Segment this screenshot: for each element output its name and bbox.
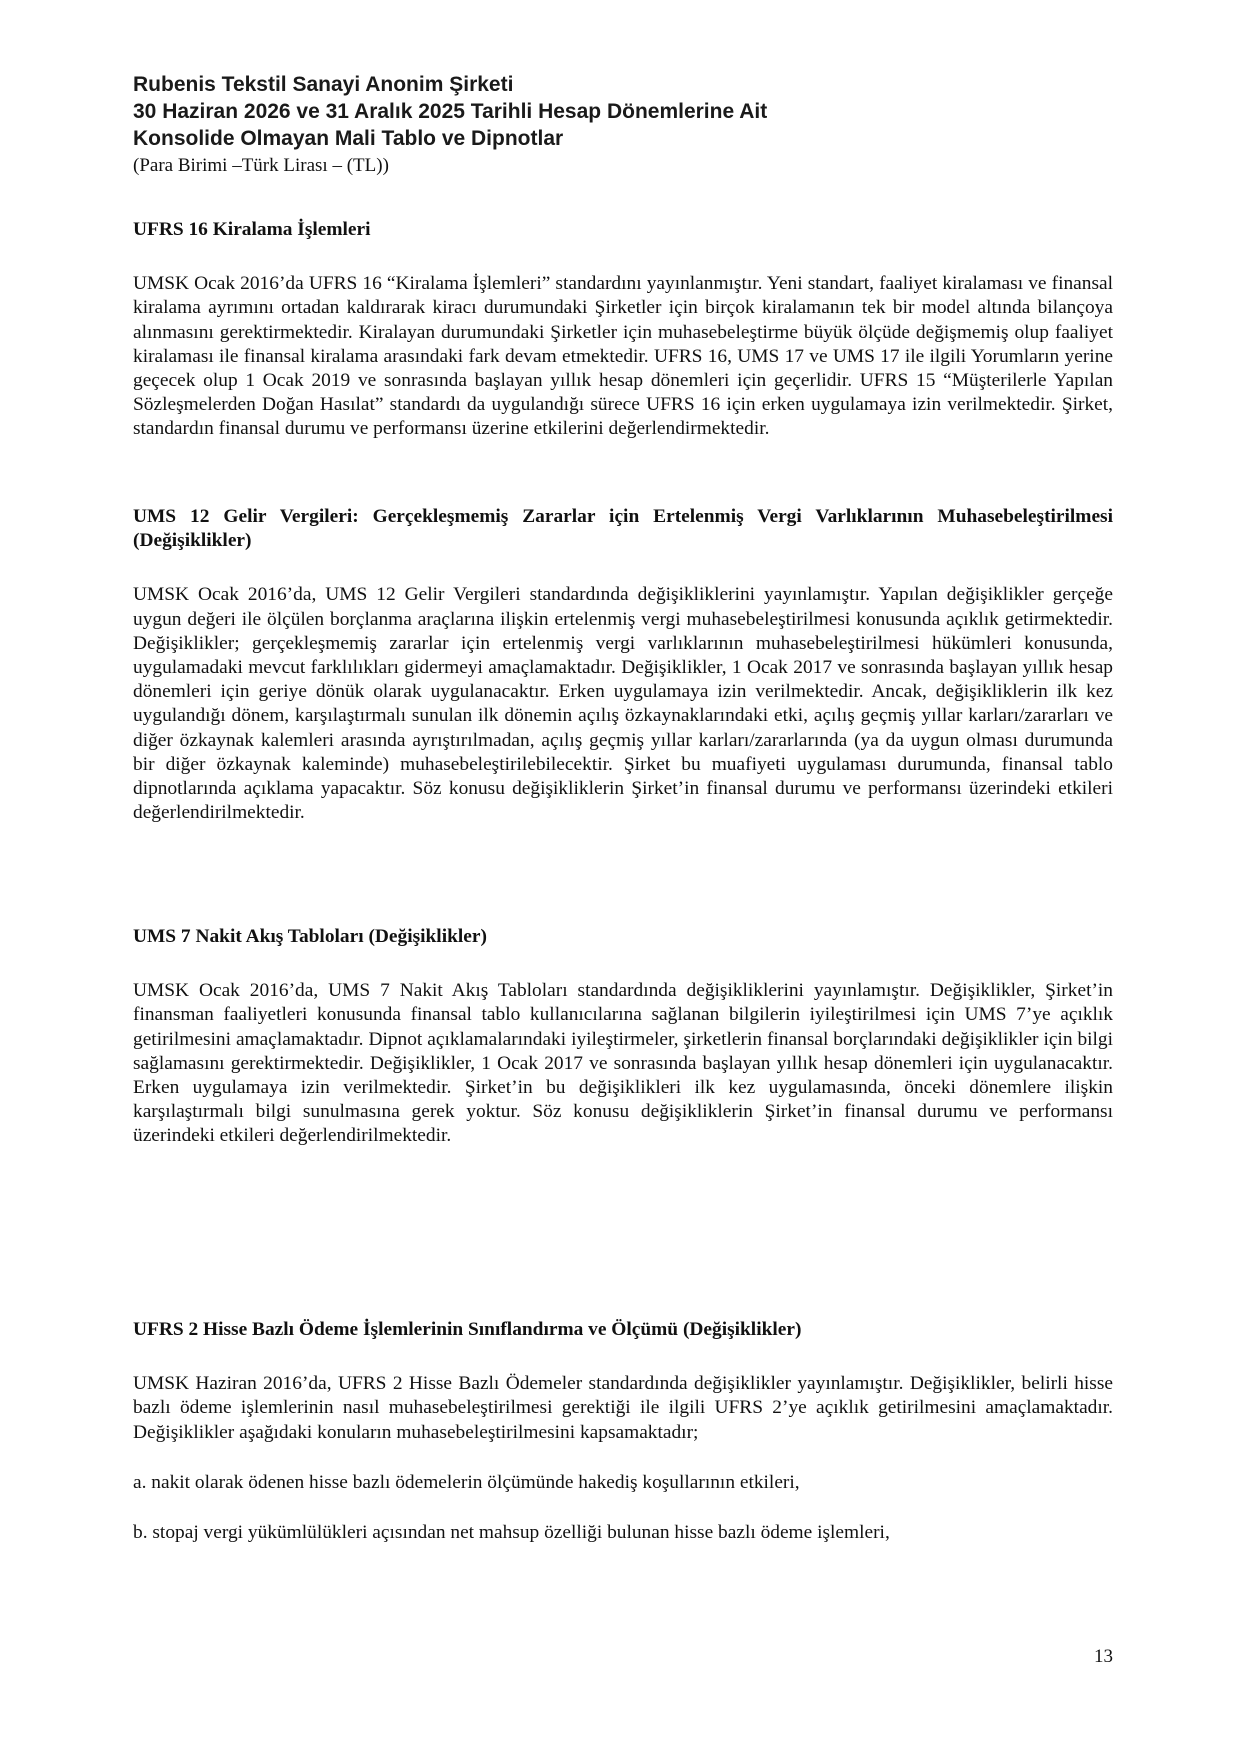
page-number: 13 [1094, 1646, 1113, 1667]
section-paragraph: UMSK Ocak 2016’da UFRS 16 “Kiralama İşlemleri” standardını yayınlanmıştır. Yeni standart, faaliyet kiralaması ve finansal kiralama ayrımını ortadan kaldırarak kiracı durumundaki Şirketler için birçok kiralamanın tek bir model altında bilançoya alınmasını gerektirmektedir. Kiralayan durumundaki Şirketler için muhasebeleştirme büyük ölçüde değişmemiş olup faaliyet kiralaması ile finansal kiralama arasındaki fark devam etmektedir. UFRS 16, UMS 17 ve UMS 17 ile ilgili Yorumların yerine geçecek olup 1 Ocak 2019 ve sonrasında başlayan yıllık hesap dönemleri için geçerlidir. UFRS 15 “Müşterilerle Yapılan Sözleşmelerden Doğan Hasılat” standardı da uygulandığı sürece UFRS 16 için erken uygulamaya izin verilmektedir. Şirket, standardın finansal durumu ve performansı üzerine etkilerini değerlendirmektedir. [133, 273, 1113, 440]
section-ums7 [133, 925, 1113, 1149]
list-item: a. nakit olarak ödenen hisse bazlı ödemelerin ölçümünde hakediş koşullarının etkileri, [133, 1471, 800, 1493]
statement-title: Konsolide Olmayan Mali Tablo ve Dipnotlar [133, 127, 564, 150]
section-title: UMS 12 Gelir Vergileri: Gerçekleşmemiş Zararlar için Ertelenmiş Vergi Varlıklarının Muhasebeleştirilmesi (Değişiklikler) [133, 506, 1113, 552]
section-title: UFRS 2 Hisse Bazlı Ödeme İşlemlerinin Sınıflandırma ve Ölçümü (Değişiklikler) [133, 1319, 802, 1340]
currency-note: (Para Birimi –Türk Lirası – (TL)) [133, 155, 389, 176]
section-paragraph: UMSK Ocak 2016’da, UMS 12 Gelir Vergileri standardında değişikliklerini yayınlamıştır. Yapılan değişiklikler gerçeğe uygun değeri ile ölçülen borçlanma araçlarına ilişkin ertelenmiş vergi muhasebeleştirilmesi konusunda açıklık getirmektedir. Değişiklikler; gerçekleşmemiş zararlar için ertelenmiş vergi varlıklarının muhasebeleştirilmesi hükümleri konusunda, uygulamadaki mevcut farklılıkları gidermeyi amaçlamaktadır. Değişiklikler, 1 Ocak 2017 ve sonrasında başlayan yıllık hesap dönemleri için geriye dönük olarak uygulanacaktır. Erken uygulamaya izin verilmektedir. Ancak, değişikliklerin ilk kez uygulandığı dönem, karşılaştırmalı sunulan ilk dönemin açılış özkaynaklarındaki etki, açılış geçmiş yıllar karları/zararları ve diğer özkaynak kalemleri arasında ayrıştırılmadan, açılış geçmiş yıllar karları/zararlarında (ya da uygun olması durumunda bir diğer özkaynak kaleminde) muhasebeleştirilebilecektir. Şirket bu muafiyeti uygulaması durumunda, finansal tablo dipnotlarında açıklama yapacaktır. Söz konusu değişikliklerin Şirket’in finansal durumu ve performansı üzerindeki etkileri değerlendirilmektedir. [133, 584, 1113, 824]
section-title: UFRS 16 Kiralama İşlemleri [133, 219, 371, 240]
period-line: 30 Haziran 2026 ve 31 Aralık 2025 Tarihli Hesap Dönemlerine Ait [133, 100, 768, 123]
company-name: Rubenis Tekstil Sanayi Anonim Şirketi [133, 73, 514, 96]
section-ufrs16 [133, 218, 1113, 442]
list-item: b. stopaj vergi yükümlülükleri açısından net mahsup özelliği bulunan hisse bazlı ödeme işlemleri, [133, 1522, 890, 1544]
section-ums12 [133, 505, 1113, 825]
section-paragraph: UMSK Haziran 2016’da, UFRS 2 Hisse Bazlı Ödemeler standardında değişiklikler yayınlamıştır. Değişiklikler, belirli hisse bazlı ödeme işlemlerinin nasıl muhasebeleştirilmesi gerektiği ile ilgili UFRS 2’ye açıklık getirilmesini amaçlamaktadır. Değişiklikler aşağıdaki konuların muhasebeleştirilmesini kapsamaktadır; [133, 1373, 1113, 1443]
page-header [133, 71, 1113, 178]
section-title: UMS 7 Nakit Akış Tabloları (Değişiklikler) [133, 926, 487, 947]
section-ufrs2 [133, 1318, 1113, 1545]
section-paragraph: UMSK Ocak 2016’da, UMS 7 Nakit Akış Tabloları standardında değişikliklerini yayınlamıştır. Değişiklikler, Şirket’in finansman faaliyetleri konusunda finansal tablo kullanıcılarına sağlanan bilgilerin iyileştirilmesi için UMS 7’ye açıklık getirilmesini amaçlamaktadır. Dipnot açıklamalarındaki iyileştirmeler, şirketlerin finansal borçlarındaki değişiklikler için bilgi sağlamasını gerektirmektedir. Değişiklikler, 1 Ocak 2017 ve sonrasında başlayan yıllık hesap dönemleri için uygulanacaktır. Erken uygulamaya izin verilmektedir. Şirket’in bu değişiklikleri ilk kez uygulamasında, önceki dönemlere ilişkin karşılaştırmalı bilgi sunulmasına gerek yoktur. Söz konusu değişikliklerin Şirket’in finansal durumu ve performansı üzerindeki etkileri değerlendirilmektedir. [133, 980, 1113, 1147]
